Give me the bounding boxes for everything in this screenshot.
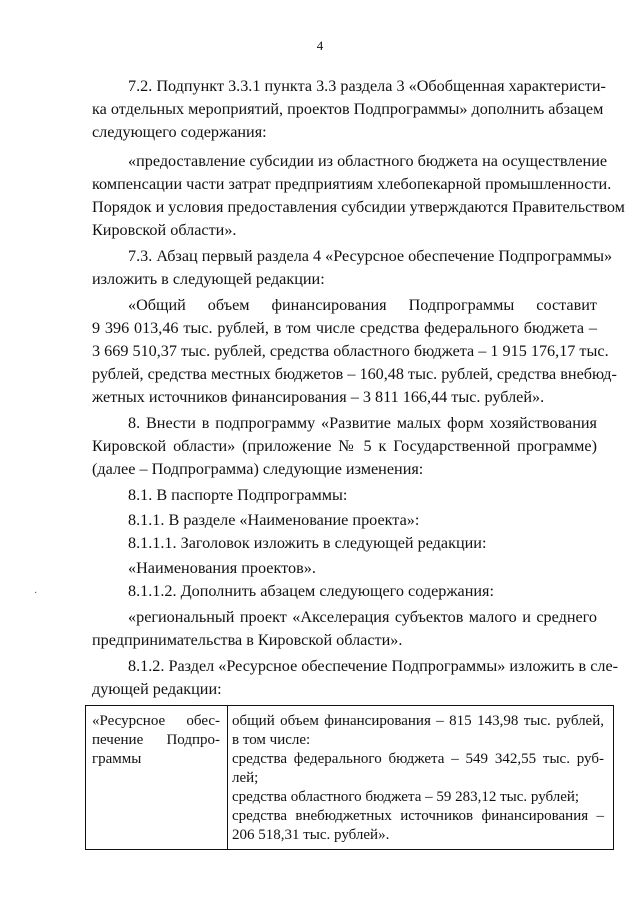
text-line: 8.1.2. Раздел «Ресурсное обеспечение Подпрограммы» изложить в сле- (128, 657, 619, 675)
text-line: 8.1.1.1. Заголовок изложить в следующей редакции: (128, 534, 487, 552)
table-cell-left: граммы (92, 751, 142, 767)
text-line: (далее – Подпрограмма) следующие изменения: (92, 460, 424, 478)
text-line: жетных источников финансирования – 3 811 166,44 тыс. рублей». (92, 388, 545, 406)
text-line: Кировской области». (92, 221, 237, 239)
text-line: 7.3. Абзац первый раздела 4 «Ресурсное обеспечение Подпрограммы» (128, 247, 613, 265)
table-cell-right: средства федерального бюджета – 549 342,55 тыс. руб- (232, 751, 604, 767)
table-cell-left: печение Подпро- (92, 732, 220, 748)
text-line: компенсации части затрат предприятиям хлебопекарной промышленности. (92, 175, 612, 193)
table-cell-right: средства внебюджетных источников финансирования – (232, 808, 604, 824)
text-line: Кировской области» (приложение № 5 к Государственной программе) (92, 437, 597, 455)
table-divider (227, 706, 228, 849)
text-line: дующей редакции: (92, 680, 222, 698)
text-line: 7.2. Подпункт 3.3.1 пункта 3.3 раздела 3 «Обобщенная характеристи- (128, 77, 606, 95)
page-number: 4 (316, 38, 324, 53)
text-line: 9 396 013,46 тыс. рублей, в том числе средства федерального бюджета – (92, 319, 597, 337)
table-cell-left: «Ресурсное обес- (92, 713, 220, 729)
text-line: «предоставление субсидии из областного бюджета на осуществление (128, 152, 608, 170)
text-line: 8.1.1. В разделе «Наименование проекта»: (128, 511, 420, 529)
text-line: 8. Внести в подпрограмму «Развитие малых форм хозяйствования (128, 414, 597, 432)
text-line: Порядок и условия предоставления субсидии утверждаются Правительством (92, 198, 625, 216)
text-line: ка отдельных мероприятий, проектов Подпрограммы» дополнить абзацем (92, 100, 604, 118)
text-line: 8.1. В паспорте Подпрограммы: (128, 486, 348, 504)
text-line: «региональный проект «Акселерация субъектов малого и среднего (128, 608, 597, 626)
text-line: изложить в следующей редакции: (92, 270, 325, 288)
table-cell-right: лей; (232, 770, 259, 786)
text-line: следующего содержания: (92, 123, 267, 141)
table-cell-right: общий объем финансирования – 815 143,98 тыс. рублей, (232, 713, 604, 729)
text-line: рублей, средства местных бюджетов – 160,48 тыс. рублей, средства внебюд- (92, 365, 617, 383)
table-cell-right: средства областного бюджета – 59 283,12 тыс. рублей; (232, 789, 580, 805)
table-cell-right: 206 518,31 тыс. рублей». (232, 827, 390, 843)
resource-table (85, 705, 614, 850)
table-cell-right: в том числе: (232, 732, 311, 748)
text-line: 3 669 510,37 тыс. рублей, средства областного бюджета – 1 915 176,17 тыс. (92, 342, 609, 360)
text-line: «Наименования проектов». (128, 559, 316, 577)
scan-mark: · (34, 588, 38, 599)
text-line: «Общий объем финансирования Подпрограммы составит (128, 296, 597, 314)
text-line: предпринимательства в Кировской области». (92, 631, 403, 649)
text-line: 8.1.1.2. Дополнить абзацем следующего содержания: (128, 582, 494, 600)
